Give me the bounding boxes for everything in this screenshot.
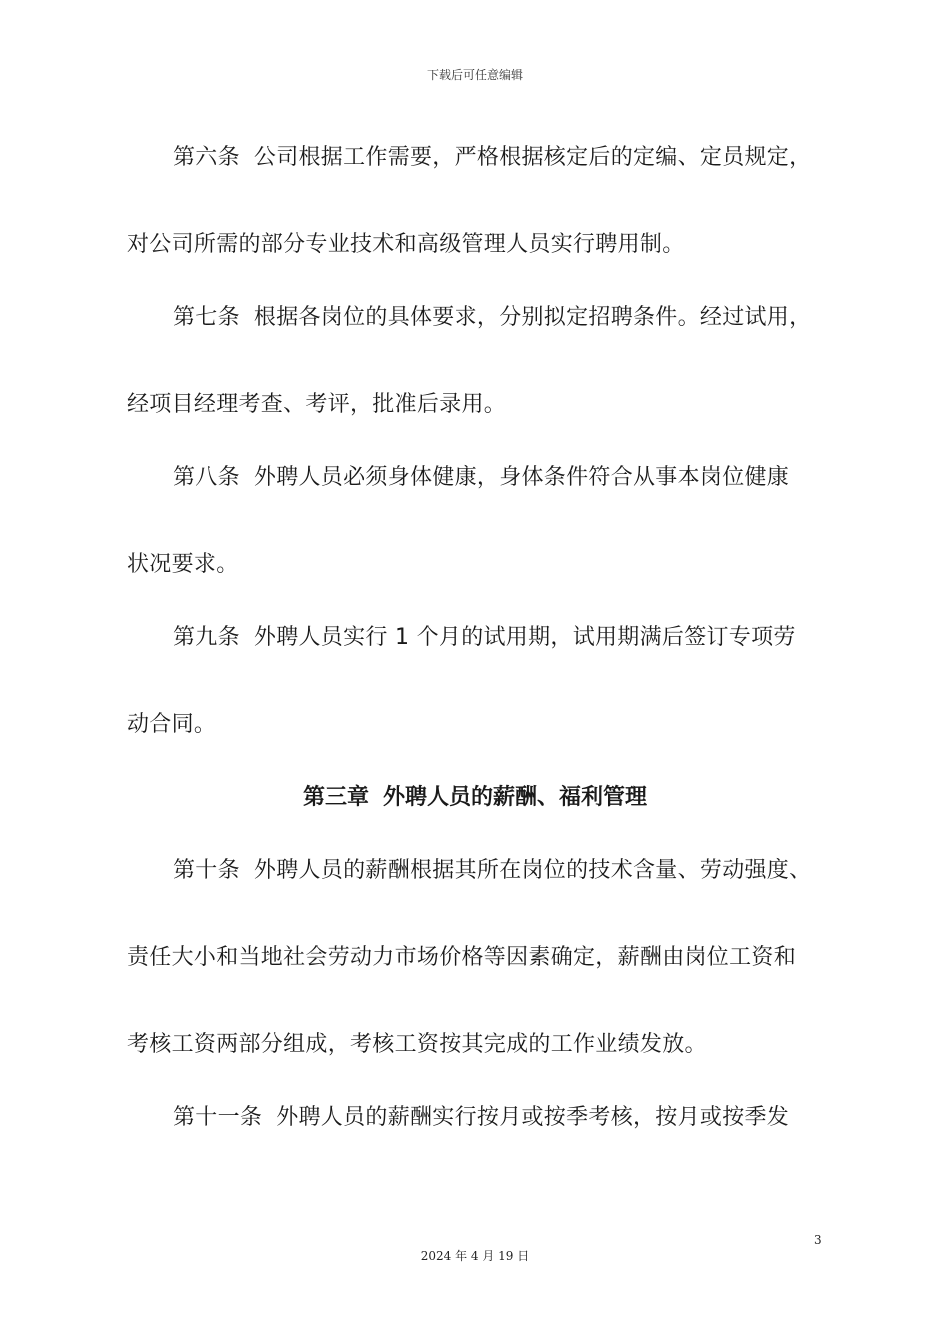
chapter-heading bbox=[0, 783, 950, 813]
article-9-label: 第九条 bbox=[173, 625, 240, 650]
article-9-text-1: 外聘人员实行 1 个月的试用期，试用期满后签订专项劳 bbox=[253, 625, 796, 650]
article-7-label: 第七条 bbox=[173, 305, 240, 330]
chapter-title: 外聘人员的薪酬、福利管理 bbox=[383, 785, 648, 810]
page-number: 3 bbox=[814, 1233, 822, 1247]
article-6-label: 第六条 bbox=[173, 145, 240, 170]
article-8-text-1: 外聘人员必须身体健康，身体条件符合从事本岗位健康 bbox=[253, 465, 790, 490]
article-10-text-1: 外聘人员的薪酬根据其所在岗位的技术含量、劳动强度、 bbox=[253, 858, 812, 883]
article-7-text-1: 根据各岗位的具体要求，分别拟定招聘条件。经过试用， bbox=[253, 305, 812, 330]
header-note: 下载后可任意编辑 bbox=[426, 68, 523, 82]
article-11-text-1: 外聘人员的薪酬实行按月或按季考核，按月或按季发 bbox=[276, 1105, 790, 1130]
article-8-line-1 bbox=[173, 463, 789, 493]
article-6-line-1 bbox=[173, 143, 811, 173]
article-10-line-2: 责任大小和当地社会劳动力市场价格等因素确定，薪酬由岗位工资和 bbox=[127, 945, 797, 970]
article-8-line-2: 状况要求。 bbox=[127, 552, 239, 577]
article-10-line-3: 考核工资两部分组成，考核工资按其完成的工作业绩发放。 bbox=[127, 1032, 707, 1057]
article-6-text-1: 公司根据工作需要，严格根据核定后的定编、定员规定， bbox=[253, 145, 812, 170]
article-11-label: 第十一条 bbox=[173, 1105, 263, 1130]
footer-date: 2024 年 4 月 19 日 bbox=[420, 1249, 530, 1263]
article-11-line-1 bbox=[173, 1103, 789, 1133]
article-9-line-1 bbox=[173, 623, 796, 653]
article-10-line-1 bbox=[173, 856, 811, 886]
article-6-line-2: 对公司所需的部分专业技术和高级管理人员实行聘用制。 bbox=[127, 232, 685, 257]
article-8-label: 第八条 bbox=[173, 465, 240, 490]
article-9-line-2: 动合同。 bbox=[127, 712, 217, 737]
article-10-label: 第十条 bbox=[173, 858, 240, 883]
article-7-line-1 bbox=[173, 303, 811, 333]
chapter-label: 第三章 bbox=[302, 785, 369, 810]
article-7-line-2: 经项目经理考查、考评，批准后录用。 bbox=[127, 392, 507, 417]
